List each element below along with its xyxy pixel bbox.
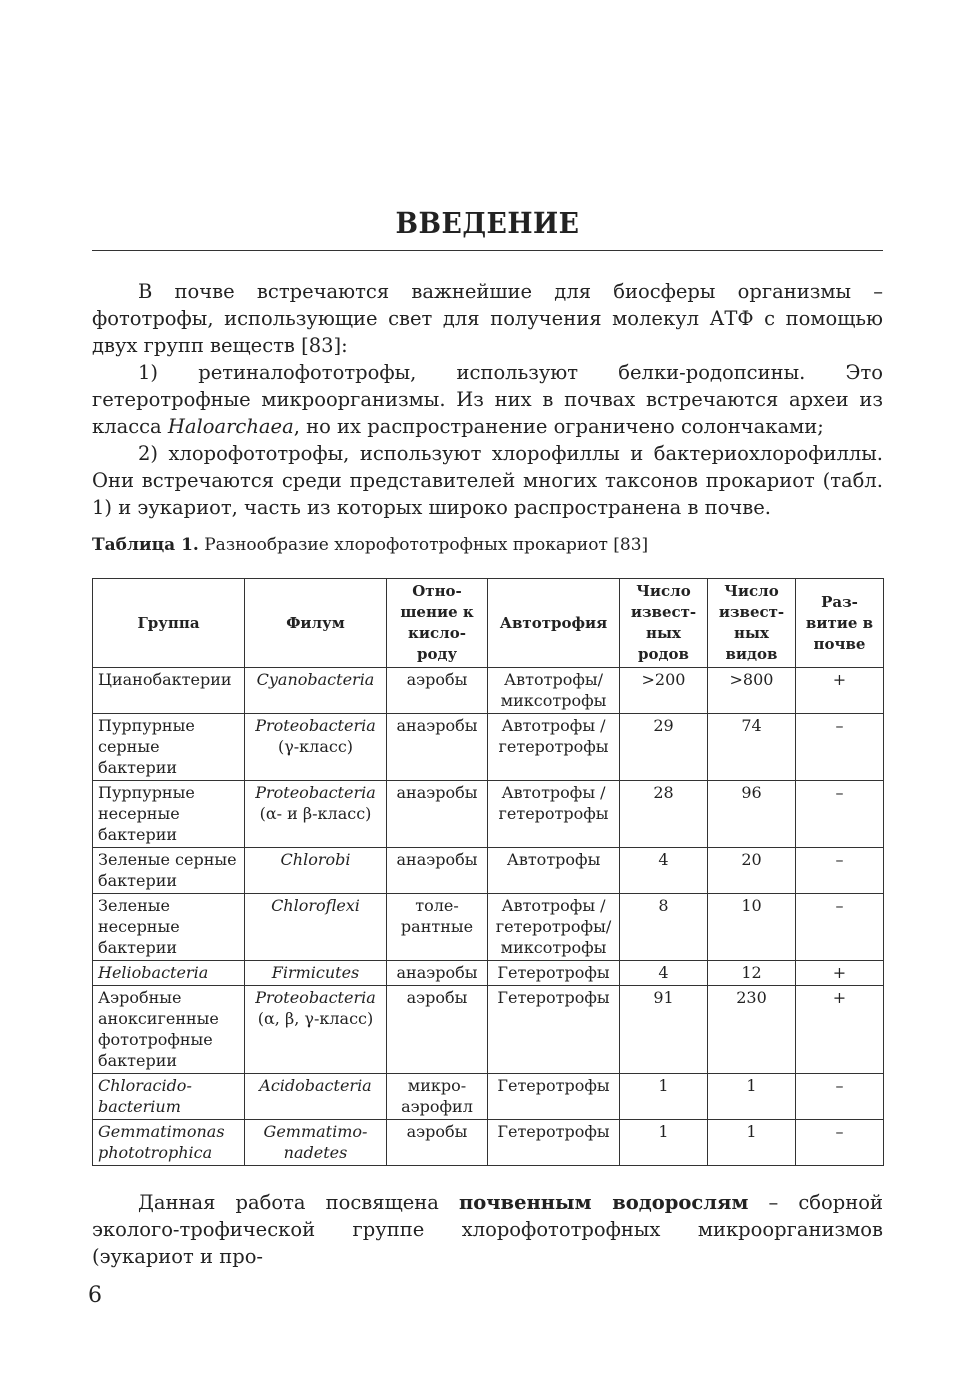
table-container [92, 578, 883, 1166]
table-caption-text: Разнообразие хлорофототрофных прокариот [83] [198, 535, 649, 555]
cell-genera: 4 [620, 961, 708, 986]
cell-oxygen: толе-рантные [387, 894, 488, 961]
table-row [93, 848, 884, 894]
cell-genera: 28 [620, 781, 708, 848]
closing-text [92, 1189, 883, 1270]
cell-group: Heliobacteria [93, 961, 245, 986]
cell-autotrophy: Автотрофы / гетеротрофы [488, 781, 620, 848]
chlorophototroph-table [92, 578, 884, 1166]
cell-genera: >200 [620, 668, 708, 714]
cell-genera: 4 [620, 848, 708, 894]
taxon-haloarchaea: Haloarchaea [167, 415, 294, 438]
cell-oxygen: анаэробы [387, 961, 488, 986]
cell-species: 20 [708, 848, 796, 894]
cell-phylum [245, 961, 387, 986]
cell-soil: – [796, 714, 884, 781]
cell-group: Зеленые несерные бактерии [93, 894, 245, 961]
intro-paragraph-2-start: 1) ретиналофототрофы, используют белки-родопсины. Это гетеротрофные микроорганизмы. Из них в почвах встречаются археи из класса [92, 361, 883, 438]
cell-group: Пурпурные несерные бактерии [93, 781, 245, 848]
cell-phylum [245, 894, 387, 961]
table-caption [92, 533, 883, 557]
cell-group: Chloracido-bacterium [93, 1074, 245, 1120]
cell-autotrophy: Автотрофы [488, 848, 620, 894]
intro-paragraph-3: 2) хлорофототрофы, используют хлорофиллы и бактериохлорофиллы. Они встречаются среди представителей многих таксонов прокариот (табл. 1) и эукариот, часть из которых широко распространена в почве. [92, 442, 883, 519]
page-number: 6 [88, 1283, 102, 1308]
cell-soil: – [796, 894, 884, 961]
header-genera: Число извест-ных родов [620, 579, 708, 668]
closing-emphasis: почвенным водорослям [458, 1191, 749, 1214]
cell-autotrophy: Автотрофы / гетеротрофы [488, 714, 620, 781]
cell-soil: + [796, 668, 884, 714]
header-group: Группа [93, 579, 245, 668]
header-phylum: Филум [245, 579, 387, 668]
cell-oxygen: аэробы [387, 668, 488, 714]
cell-species: 1 [708, 1074, 796, 1120]
cell-phylum [245, 714, 387, 781]
cell-phylum [245, 668, 387, 714]
phylum-class-note: (α, β, γ-класс) [257, 1009, 374, 1028]
cell-oxygen: анаэробы [387, 848, 488, 894]
table-row [93, 1074, 884, 1120]
cell-genera: 29 [620, 714, 708, 781]
table-row [93, 961, 884, 986]
phylum-class-note: (γ-класс) [277, 737, 354, 756]
cell-soil: – [796, 848, 884, 894]
phylum-name: Proteobacteria [255, 988, 376, 1007]
header-oxygen: Отно-шение к кисло-роду [387, 579, 488, 668]
cell-phylum [245, 848, 387, 894]
cell-autotrophy: Гетеротрофы [488, 1120, 620, 1166]
cell-soil: – [796, 1120, 884, 1166]
closing-start: Данная работа посвящена [138, 1191, 459, 1214]
cell-oxygen: анаэробы [387, 781, 488, 848]
intro-paragraph-2-end: , но их распространение ограничено солончаками; [293, 415, 824, 438]
header-autotrophy: Автотрофия [488, 579, 620, 668]
cell-group: Зеленые серные бактерии [93, 848, 245, 894]
phylum-name: Proteobacteria [255, 716, 376, 735]
closing-paragraph [92, 1189, 883, 1270]
header-species: Число извест-ных видов [708, 579, 796, 668]
table-row [93, 1120, 884, 1166]
table-row [93, 986, 884, 1074]
table-row [93, 714, 884, 781]
cell-species: 1 [708, 1120, 796, 1166]
cell-autotrophy: Гетеротрофы [488, 986, 620, 1074]
cell-species: >800 [708, 668, 796, 714]
cell-species: 96 [708, 781, 796, 848]
intro-text [92, 278, 883, 521]
title-divider [92, 250, 883, 251]
phylum-name: Cyanobacteria [256, 670, 375, 689]
cell-soil: – [796, 1074, 884, 1120]
phylum-name: Gemmatimo-nadetes [263, 1122, 368, 1162]
page-title: ВВЕДЕНИЕ [395, 206, 580, 240]
cell-genera: 1 [620, 1074, 708, 1120]
cell-group: Цианобактерии [93, 668, 245, 714]
cell-genera: 91 [620, 986, 708, 1074]
phylum-name: Proteobacteria [255, 783, 376, 802]
intro-paragraph-2 [92, 359, 883, 440]
cell-autotrophy: Гетеротрофы [488, 1074, 620, 1120]
table-row [93, 668, 884, 714]
cell-oxygen: микро-аэрофил [387, 1074, 488, 1120]
table-row [93, 781, 884, 848]
cell-oxygen: аэробы [387, 1120, 488, 1166]
cell-species: 230 [708, 986, 796, 1074]
table-row [93, 894, 884, 961]
cell-autotrophy: Гетеротрофы [488, 961, 620, 986]
cell-species: 10 [708, 894, 796, 961]
phylum-name: Firmicutes [271, 963, 360, 982]
cell-soil: + [796, 986, 884, 1074]
cell-soil: + [796, 961, 884, 986]
table-body [93, 668, 884, 1166]
cell-species: 12 [708, 961, 796, 986]
header-soil: Раз-витие в почве [796, 579, 884, 668]
intro-paragraph-1: В почве встречаются важнейшие для биосферы организмы – фототрофы, использующие свет для получения молекул АТФ с помощью двух групп веществ [83]: [92, 280, 883, 357]
cell-group: Аэробные аноксигенные фототрофные бактерии [93, 986, 245, 1074]
cell-genera: 8 [620, 894, 708, 961]
table-caption-label: Таблица 1. [92, 535, 199, 555]
phylum-name: Acidobacteria [259, 1076, 372, 1095]
cell-group: Gemmatimonas phototrophica [93, 1120, 245, 1166]
cell-phylum [245, 781, 387, 848]
phylum-name: Chloroflexi [271, 896, 360, 915]
cell-oxygen: аэробы [387, 986, 488, 1074]
cell-oxygen: анаэробы [387, 714, 488, 781]
phylum-class-note: (α- и β-класс) [259, 804, 372, 823]
cell-phylum [245, 986, 387, 1074]
cell-autotrophy: Автотрофы/ миксотрофы [488, 668, 620, 714]
cell-genera: 1 [620, 1120, 708, 1166]
cell-group: Пурпурные серные бактерии [93, 714, 245, 781]
phylum-name: Chlorobi [280, 850, 351, 869]
cell-phylum [245, 1074, 387, 1120]
closing-end: – сборной эколого-трофической группе хлорофототрофных микроорганизмов (эукариот и про- [92, 1191, 884, 1268]
table-header-row [93, 579, 884, 668]
cell-autotrophy: Автотрофы / гетеротрофы/ миксотрофы [488, 894, 620, 961]
cell-species: 74 [708, 714, 796, 781]
cell-phylum [245, 1120, 387, 1166]
cell-soil: – [796, 781, 884, 848]
